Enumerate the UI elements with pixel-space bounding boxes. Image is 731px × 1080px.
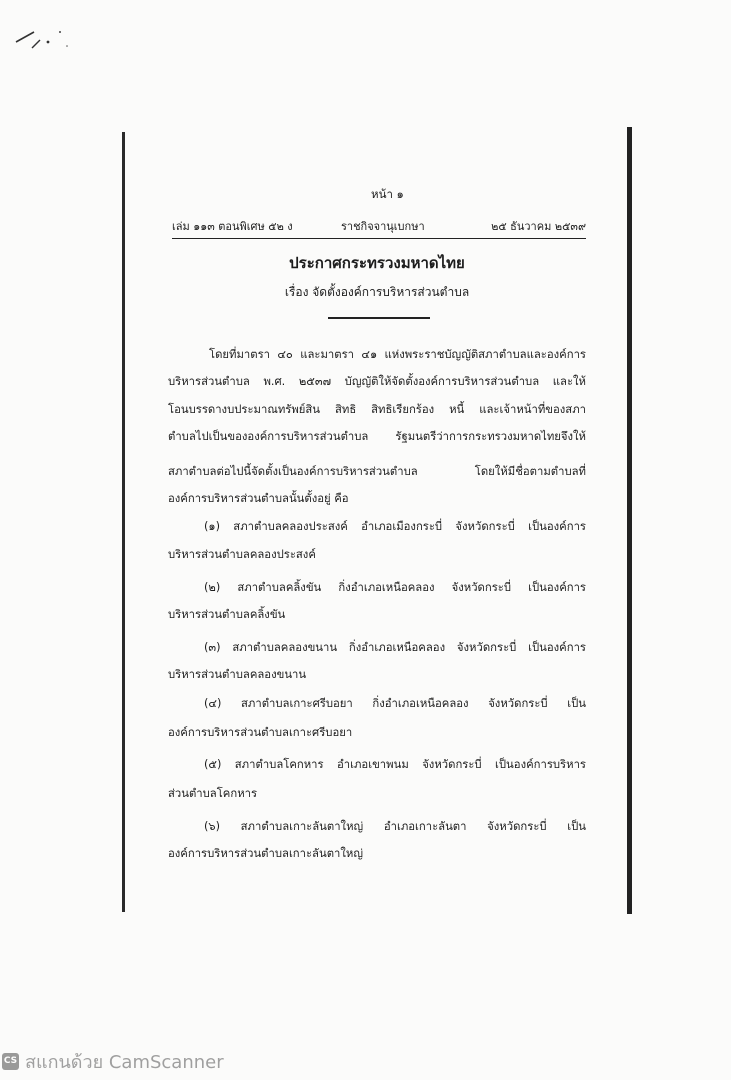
list-item-line: (๕) สภาตำบลโคกหาร อำเภอเขาพนม จังหวัดกระบี่ เป็นองค์การบริหาร	[204, 758, 586, 771]
preamble-line: บริหารส่วนตำบล พ.ศ. ๒๕๓๗ บัญญัติให้จัดตั้งองค์การบริหารส่วนตำบล และให้	[168, 375, 586, 388]
list-item-line: บริหารส่วนตำบลคลิ้งขัน	[168, 608, 286, 621]
document-title: ประกาศกระทรวงมหาดไทย	[289, 254, 465, 272]
camscanner-watermark	[0, 1046, 224, 1076]
camscanner-logo-icon: CS	[2, 1053, 19, 1070]
list-item-line: ส่วนตำบลโคกหาร	[168, 787, 258, 800]
list-item-line: บริหารส่วนตำบลคลองประสงค์	[168, 548, 316, 561]
preamble-line: โดยที่มาตรา ๔๐ และมาตรา ๔๑ แห่งพระราชบัญญัติสภาตำบลและองค์การ	[209, 348, 586, 361]
gazette-name: ราชกิจจานุเบกษา	[341, 220, 425, 233]
list-item-line: (๑) สภาตำบลคลองประสงค์ อำเภอเมืองกระบี่ จังหวัดกระบี่ เป็นองค์การ	[204, 520, 586, 533]
list-item-line: บริหารส่วนตำบลคลองขนาน	[168, 668, 307, 681]
document-subject: เรื่อง จัดตั้งองค์การบริหารส่วนตำบล	[284, 285, 470, 299]
list-item-line: องค์การบริหารส่วนตำบลเกาะลันตาใหญ่	[168, 847, 363, 860]
preamble-line: องค์การบริหารส่วนตำบลนั้นตั้งอยู่ คือ	[168, 492, 349, 505]
preamble-line: โอนบรรดางบประมาณทรัพย์สิน สิทธิ สิทธิเรียกร้อง หนี้ และเจ้าหน้าที่ของสภา	[168, 403, 586, 416]
camscanner-text: สแกนด้วย CamScanner	[25, 1051, 224, 1073]
list-item-line: (๒) สภาตำบลคลิ้งขัน กิ่งอำเภอเหนือคลอง จังหวัดกระบี่ เป็นองค์การ	[204, 581, 586, 594]
gazette-header	[172, 210, 586, 239]
list-item-line: (๔) สภาตำบลเกาะศรีบอยา กิ่งอำเภอเหนือคลอง จังหวัดกระบี่ เป็น	[204, 697, 586, 710]
page-left-margin-rule	[122, 132, 125, 912]
list-item-line: (๓) สภาตำบลคลองขนาน กิ่งอำเภอเหนือคลอง จังหวัดกระบี่ เป็นองค์การ	[204, 641, 586, 654]
list-item-line: องค์การบริหารส่วนตำบลเกาะศรีบอยา	[168, 726, 353, 739]
title-underline	[328, 317, 430, 319]
page-number: หน้า ๑	[371, 187, 404, 201]
preamble-line: สภาตำบลต่อไปนี้จัดตั้งเป็นองค์การบริหารส่วนตำบล โดยให้มีชื่อตามตำบลที่	[168, 465, 586, 478]
page-right-margin-rule	[627, 127, 632, 914]
scan-speck-mark	[12, 22, 72, 52]
gazette-issue: เล่ม ๑๑๓ ตอนพิเศษ ๕๒ ง	[172, 220, 293, 233]
preamble-line: ตำบลไปเป็นขององค์การบริหารส่วนตำบล รัฐมนตรีว่าการกระทรวงมหาดไทยจึงให้	[168, 430, 586, 443]
gazette-date: ๒๕ ธันวาคม ๒๕๓๙	[491, 220, 586, 233]
list-item-line: (๖) สภาตำบลเกาะลันตาใหญ่ อำเภอเกาะลันตา จังหวัดกระบี่ เป็น	[204, 820, 586, 833]
